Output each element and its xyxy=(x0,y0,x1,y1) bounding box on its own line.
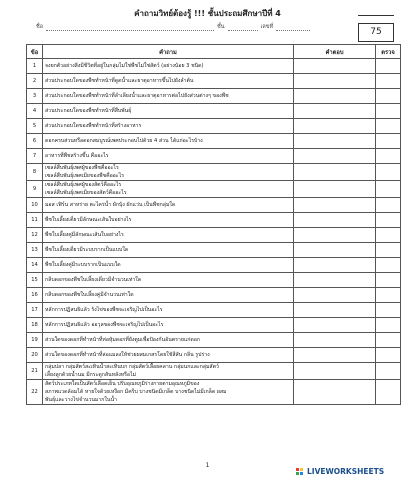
question-text xyxy=(43,74,294,89)
check-cell xyxy=(376,318,401,333)
table-row xyxy=(27,228,401,243)
check-cell xyxy=(376,213,401,228)
answer-cell[interactable] xyxy=(294,333,376,348)
question-line: พืชใบเลี้ยงเดี่ยวมีลักษณะเส้นใบอย่างไร xyxy=(45,217,132,223)
table-row xyxy=(27,59,401,74)
number-field[interactable] xyxy=(276,24,310,31)
number-label: เลขที่ xyxy=(260,24,274,30)
question-number: 2 xyxy=(27,74,43,89)
question-number: 1 xyxy=(27,59,43,74)
question-line: เซลล์สืบพันธุ์เพศผู้ของสัตว์คืออะไร xyxy=(45,182,122,188)
table-row xyxy=(27,243,401,258)
table-row xyxy=(27,164,401,181)
question-text xyxy=(43,198,294,213)
question-number: 4 xyxy=(27,104,43,119)
answer-cell[interactable] xyxy=(294,59,376,74)
question-number: 6 xyxy=(27,134,43,149)
answer-cell[interactable] xyxy=(294,119,376,134)
question-text xyxy=(43,303,294,318)
answer-cell[interactable] xyxy=(294,198,376,213)
column-header-question: คำถาม xyxy=(43,45,294,59)
question-text xyxy=(43,288,294,303)
check-cell xyxy=(376,380,401,405)
class-label: ชั้น xyxy=(217,24,225,30)
check-cell xyxy=(376,303,401,318)
question-line: ส่วนประกอบใดของพืชทำหน้าที่สร้างอาหาร xyxy=(45,123,142,129)
question-text xyxy=(43,149,294,164)
question-table xyxy=(26,44,401,405)
question-text xyxy=(43,119,294,134)
answer-cell[interactable] xyxy=(294,181,376,198)
column-header-number: ข้อ xyxy=(27,45,43,59)
table-row xyxy=(27,89,401,104)
question-number: 17 xyxy=(27,303,43,318)
score-box: 75 xyxy=(358,23,394,42)
class-field[interactable] xyxy=(228,24,258,31)
question-text xyxy=(43,273,294,288)
question-number: 15 xyxy=(27,273,43,288)
question-line: ส่วนประกอบใดของพืชทำหน้าที่ลำเลียงน้ำและธาตุอาหารต่อไปยังส่วนต่างๆ ของพืช xyxy=(45,93,229,99)
answer-cell[interactable] xyxy=(294,213,376,228)
answer-cell[interactable] xyxy=(294,303,376,318)
table-row xyxy=(27,380,401,405)
page-title: คำถามวิทย์ต้องรู้ !!! ชั้นประถมศึกษาปีที่ 4 xyxy=(134,9,281,18)
question-line: มอส เฟิร์น สาหร่าย ตะไคร่น้ำ ผักบุ้ง ผักแว่น เป็นพืชกลุ่มใด xyxy=(45,202,176,208)
question-number: 10 xyxy=(27,198,43,213)
answer-cell[interactable] xyxy=(294,74,376,89)
table-header-row xyxy=(27,45,401,59)
check-cell xyxy=(376,119,401,134)
question-text xyxy=(43,213,294,228)
question-line: เซลล์สืบพันธุ์เพศเมียของสัตว์คืออะไร xyxy=(45,190,127,196)
check-cell xyxy=(376,228,401,243)
table-row xyxy=(27,198,401,213)
check-cell xyxy=(376,89,401,104)
answer-cell[interactable] xyxy=(294,164,376,181)
page-number: 1 xyxy=(205,462,210,469)
question-number: 16 xyxy=(27,288,43,303)
question-line: กลีบดอกของพืชใบเลี้ยงเดี่ยวมีจำนวนเท่าใด xyxy=(45,277,142,283)
question-number: 3 xyxy=(27,89,43,104)
question-line: จงยกตัวอย่างสิ่งมีชีวิตที่อยู่ในกลุ่มไม่ใช่พืชไม่ใช่สัตว์ (อย่างน้อย 3 ชนิด) xyxy=(45,63,204,69)
question-line: เซลล์สืบพันธุ์เพศผู้ของพืชคืออะไร xyxy=(45,165,119,171)
column-header-check: ตรวจ xyxy=(376,45,401,59)
liveworksheets-icon xyxy=(296,468,305,476)
question-text xyxy=(43,243,294,258)
question-number: 11 xyxy=(27,213,43,228)
liveworksheets-logo xyxy=(296,467,384,476)
answer-cell[interactable] xyxy=(294,134,376,149)
answer-cell[interactable] xyxy=(294,273,376,288)
table-row xyxy=(27,149,401,164)
question-number: 20 xyxy=(27,348,43,363)
table-row xyxy=(27,74,401,89)
question-line: กลุ่มปลา กลุ่มสัตว์สะเทินน้ำสะเทินบก กลุ่มสัตว์เลื้อยคลาน กลุ่มนกและกลุ่มสัตว์ xyxy=(45,364,219,370)
question-text xyxy=(43,181,294,198)
check-cell xyxy=(376,333,401,348)
question-number: 9 xyxy=(27,181,43,198)
question-text xyxy=(43,258,294,273)
question-line: พืชใบเลี้ยงคู่มีลักษณะเส้นใบอย่างไร xyxy=(45,232,124,238)
check-cell xyxy=(376,288,401,303)
check-cell xyxy=(376,149,401,164)
question-line: พืชใบเลี้ยงเดี่ยวมีระบบรากเป็นแบบใด xyxy=(45,247,129,253)
check-cell xyxy=(376,104,401,119)
answer-cell[interactable] xyxy=(294,318,376,333)
table-row xyxy=(27,303,401,318)
question-line: หลักการปฏิสนธิแล้ว ออวุลของพืชจะเจริญไปเป็นอะไร xyxy=(45,322,164,328)
check-cell xyxy=(376,181,401,198)
question-line: ส่วนใดของดอกที่ทำหน้าที่ห่อหุ้มดอกที่ยังตูมเพื่อป้องกันอันตรายแก่ดอก xyxy=(45,337,200,343)
question-line: ส่วนประกอบใดของพืชทำหน้าที่ดูดน้ำและธาตุอาหารขึ้นไปยังลำต้น xyxy=(45,78,194,84)
check-cell xyxy=(376,258,401,273)
question-number: 5 xyxy=(27,119,43,134)
question-text xyxy=(43,333,294,348)
table-row xyxy=(27,348,401,363)
question-text xyxy=(43,228,294,243)
question-number: 19 xyxy=(27,333,43,348)
question-line: ดอกครบส่วนหรือดอกสมบูรณ์เพศประกอบไปด้วย 4 ส่วน ได้แก่อะไรบ้าง xyxy=(45,138,203,144)
answer-cell[interactable] xyxy=(294,258,376,273)
question-line: สัตว์ประเภทใดเป็นสัตว์เลือดเย็น ปรับอุณหภูมิร่างกายตามอุณหภูมิของ xyxy=(45,381,200,387)
question-text xyxy=(43,59,294,74)
question-number: 21 xyxy=(27,363,43,380)
brand-text: LIVEWORKSHEETS xyxy=(307,467,385,476)
question-line: สภาพแวดล้อมได้ หายใจด้วยเหงือก มีครีบ บางชนิดมีเกล็ด บางชนิดไม่มีเกล็ด ผสม xyxy=(45,389,227,395)
question-line: เลี้ยงลูกด้วยน้ำนม มีกระดูกสันหลังหรือไม่ xyxy=(45,372,137,378)
name-label: ชื่อ xyxy=(36,24,44,30)
question-number: 18 xyxy=(27,318,43,333)
table-row xyxy=(27,134,401,149)
question-text xyxy=(43,380,294,405)
question-number: 22 xyxy=(27,380,43,405)
question-line: หลักการปฏิสนธิแล้ว รังไข่ของพืชจะเจริญไปเป็นอะไร xyxy=(45,307,163,313)
question-line: พันธุ์และวางไข่จำนวนมากในน้ำ xyxy=(45,397,117,403)
student-info-line xyxy=(36,23,326,31)
answer-cell[interactable] xyxy=(294,348,376,363)
question-text xyxy=(43,348,294,363)
table-row xyxy=(27,273,401,288)
table-row xyxy=(27,213,401,228)
table-row xyxy=(27,318,401,333)
name-field[interactable] xyxy=(46,24,214,31)
check-cell xyxy=(376,134,401,149)
question-number: 7 xyxy=(27,149,43,164)
question-text xyxy=(43,318,294,333)
question-line: ส่วนประกอบใดของพืชทำหน้าที่สืบพันธุ์ xyxy=(45,108,132,114)
table-row xyxy=(27,363,401,380)
table-row xyxy=(27,119,401,134)
question-text xyxy=(43,164,294,181)
table-row xyxy=(27,181,401,198)
answer-cell[interactable] xyxy=(294,149,376,164)
question-number: 12 xyxy=(27,228,43,243)
answer-cell[interactable] xyxy=(294,288,376,303)
question-number: 14 xyxy=(27,258,43,273)
check-cell xyxy=(376,59,401,74)
question-line: เซลล์สืบพันธุ์เพศเมียของพืชคืออะไร xyxy=(45,173,124,179)
answer-cell[interactable] xyxy=(294,380,376,405)
answer-cell[interactable] xyxy=(294,363,376,380)
question-text xyxy=(43,104,294,119)
check-cell xyxy=(376,273,401,288)
question-number: 13 xyxy=(27,243,43,258)
score-line xyxy=(358,15,394,16)
check-cell xyxy=(376,198,401,213)
question-line: อาหารที่พืชสร้างขึ้น คืออะไร xyxy=(45,153,109,159)
table-row xyxy=(27,258,401,273)
question-line: กลีบดอกของพืชใบเลี้ยงคู่มีจำนวนเท่าใด xyxy=(45,292,134,298)
check-cell xyxy=(376,348,401,363)
answer-cell[interactable] xyxy=(294,89,376,104)
column-header-answer: คำตอบ xyxy=(294,45,376,59)
question-number: 8 xyxy=(27,164,43,181)
check-cell xyxy=(376,74,401,89)
question-text xyxy=(43,89,294,104)
question-line: ส่วนใดของดอกที่ทำหน้าที่ล่อแมลงให้ช่วยผสมเกสรโดยใช้สีสัน กลิ่น รูปร่าง xyxy=(45,352,210,358)
table-row xyxy=(27,104,401,119)
table-row xyxy=(27,333,401,348)
question-line: พืชใบเลี้ยงคู่มีระบบรากเป็นแบบใด xyxy=(45,262,121,268)
answer-cell[interactable] xyxy=(294,228,376,243)
answer-cell[interactable] xyxy=(294,104,376,119)
answer-cell[interactable] xyxy=(294,243,376,258)
check-cell xyxy=(376,363,401,380)
check-cell xyxy=(376,243,401,258)
table-row xyxy=(27,288,401,303)
check-cell xyxy=(376,164,401,181)
question-text xyxy=(43,363,294,380)
question-text xyxy=(43,134,294,149)
